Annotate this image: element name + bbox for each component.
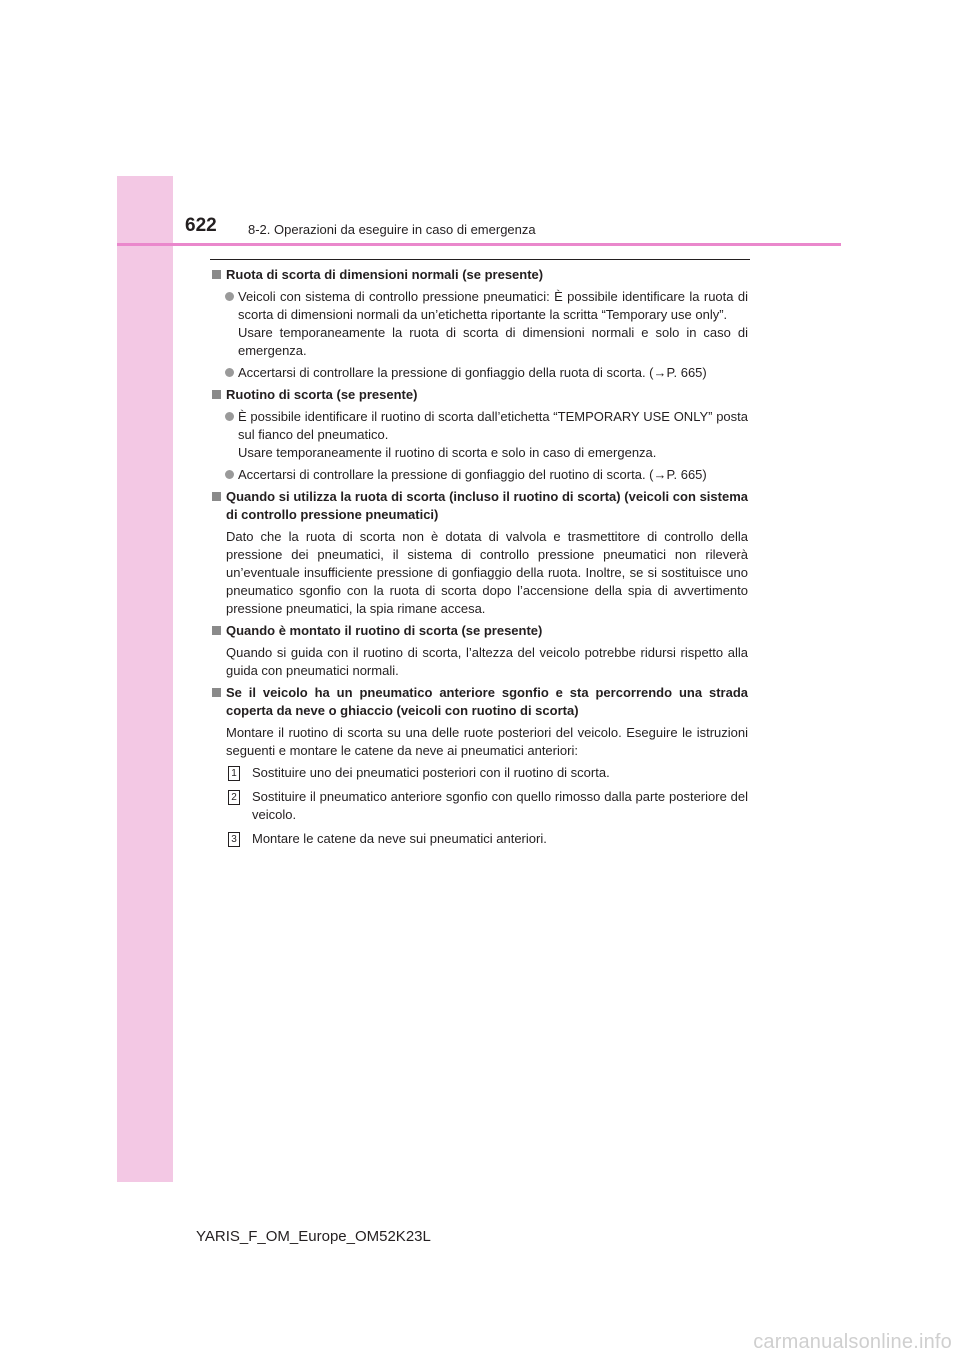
list-item bbox=[212, 288, 748, 360]
square-bullet-icon bbox=[212, 270, 221, 279]
square-bullet-icon bbox=[212, 626, 221, 635]
circle-bullet-icon bbox=[225, 470, 234, 479]
list-item-text: Accertarsi di controllare la pressione di gonfiaggio della ruota di scorta. (→P. 665) bbox=[238, 365, 707, 380]
heading-ruota-scorta bbox=[212, 266, 748, 284]
heading-text: Ruotino di scorta (se presente) bbox=[226, 387, 418, 402]
watermark: carmanualsonline.info bbox=[753, 1331, 952, 1353]
step-item bbox=[228, 764, 748, 782]
step-text: Sostituire uno dei pneumatici posteriori con il ruotino di scorta. bbox=[252, 765, 610, 780]
list-item-line: È possibile identificare il ruotino di scorta dall’etichetta “TEMPORARY USE ONLY” posta sul fianco del pneumatico. bbox=[238, 409, 748, 442]
section-title: 8-2. Operazioni da eseguire in caso di emergenza bbox=[248, 222, 536, 237]
header-rule bbox=[117, 243, 841, 246]
list-item bbox=[212, 364, 748, 382]
list-item-line: Veicoli con sistema di controllo pressione pneumatici: È possibile identificare la ruota di scorta di dimensioni normali da un’etichetta riportante la scritta “Temporary use only”. bbox=[238, 289, 748, 322]
list-item-text bbox=[238, 288, 748, 360]
heading-text: Ruota di scorta di dimensioni normali (se presente) bbox=[226, 267, 544, 282]
square-bullet-icon bbox=[212, 688, 221, 697]
paragraph: Dato che la ruota di scorta non è dotata di valvola e trasmettitore di controllo della pressione dei pneumatici, il sistema di controllo pressione pneumatici non rileverà un’eventuale insufficiente pressione di gonfiaggio della ruota. Inoltre, se si sostituisce uno pneumatico sgonfio con la ruota di scorta dopo l’accensione della spia di avvertimento pressione pneumatici, la spia rimane accesa. bbox=[226, 529, 748, 616]
heading-pneumatico-sgonfio bbox=[212, 684, 748, 720]
list-item bbox=[212, 466, 748, 484]
step-number-badge: 2 bbox=[228, 790, 240, 805]
page-content bbox=[212, 266, 748, 854]
paragraph: Quando si guida con il ruotino di scorta, l’altezza del veicolo potrebbe ridursi rispetto alla guida con pneumatici normali. bbox=[226, 645, 748, 678]
page-number: 622 bbox=[185, 215, 217, 236]
step-item bbox=[228, 788, 748, 824]
paragraph: Montare il ruotino di scorta su una delle ruote posteriori del veicolo. Eseguire le istruzioni seguenti e montare le catene da neve ai pneumatici anteriori: bbox=[226, 725, 748, 758]
sidebar-tab bbox=[117, 176, 173, 1182]
circle-bullet-icon bbox=[225, 368, 234, 377]
list-item bbox=[212, 408, 748, 462]
heading-text: Se il veicolo ha un pneumatico anteriore sgonfio e sta percorrendo una strada coperta da neve o ghiaccio (veicoli con ruotino di scorta) bbox=[226, 685, 748, 718]
list-item-text bbox=[238, 408, 748, 462]
heading-text: Quando si utilizza la ruota di scorta (incluso il ruotino di scorta) (veicoli con sistema di controllo pressione pneumatici) bbox=[226, 489, 748, 522]
heading-uso-ruota-scorta bbox=[212, 488, 748, 524]
step-number-badge: 1 bbox=[228, 766, 240, 781]
footer-doc-code: YARIS_F_OM_Europe_OM52K23L bbox=[196, 1228, 431, 1245]
heading-text: Quando è montato il ruotino di scorta (se presente) bbox=[226, 623, 543, 638]
step-item bbox=[228, 830, 748, 848]
content-divider bbox=[210, 259, 750, 260]
step-text: Montare le catene da neve sui pneumatici anteriori. bbox=[252, 831, 547, 846]
list-item-line: Usare temporaneamente il ruotino di scorta e solo in caso di emergenza. bbox=[238, 445, 657, 460]
step-text: Sostituire il pneumatico anteriore sgonfio con quello rimosso dalla parte posteriore del veicolo. bbox=[252, 789, 748, 822]
square-bullet-icon bbox=[212, 492, 221, 501]
step-number-badge: 3 bbox=[228, 832, 240, 847]
list-item-text: Accertarsi di controllare la pressione di gonfiaggio del ruotino di scorta. (→P. 665) bbox=[238, 467, 707, 482]
circle-bullet-icon bbox=[225, 292, 234, 301]
square-bullet-icon bbox=[212, 390, 221, 399]
list-item-line: Usare temporaneamente la ruota di scorta di dimensioni normali e solo in caso di emergenza. bbox=[238, 325, 748, 358]
circle-bullet-icon bbox=[225, 412, 234, 421]
heading-ruotino-scorta bbox=[212, 386, 748, 404]
heading-ruotino-montato bbox=[212, 622, 748, 640]
